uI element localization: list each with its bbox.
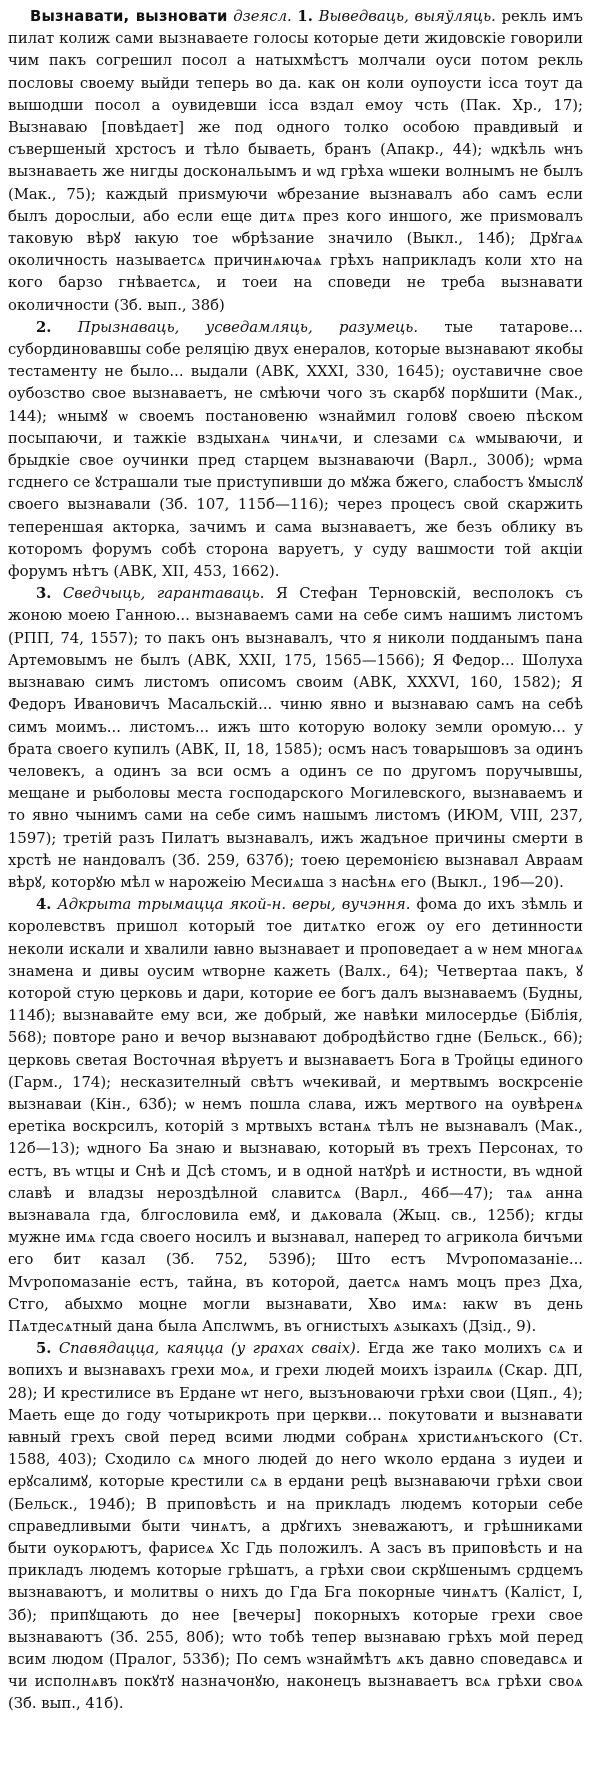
sense-citations: Егда же тако молихъ сѧ и вопихъ и вызнавахъ грехи моѧ, и грехи людей моихъ ізраилѧ (Скар. ДП, 28); И крестилисе въ Ердане ѡт него, вызъноваючи грѣхи свои (Цяп., 4); Маеть еще до году чотырикроть при церкви... покутовати и вызнавати ꙗвный грехъ свой перед всими людми собранѧ христиѧнъского (Ст. 1588, 403); Сходило сѧ много людей до него wколо ердана з иудеи и ерꙋсалимꙋ, которые крестили сѧ в ердани рецѣ вызнаваючи грѣхи свои (Бельск., 194б); В приповѣсть и на прикладъ людемъ которыи себе справедливыми быти чинѧтъ, а дрꙋгихъ зневажаютъ, и грѣшниками быти оукорѧютъ, фарисеѧ Хс Гдь положилъ. А засъ въ приповѣсть и на прикладъ людемъ которые грѣшатъ, а грѣхи свои скрꙋшенымъ срдцемъ вызнаваютъ, и молитвы о нихъ до Гда Бга покорные чинѧтъ (Каліст, I, 3б); припꙋщають до нее [вечеры] покорныхъ которые грехи свое вызнаваютъ (Зб. 255, 80б); wто тобѣ тепер вызнаваю грѣхъ мой перед всим людом (Пралог, 533б); По семъ ѡзнаймѣтъ ѧкъ давно споведавсѧ и чи исполнѧвъ покꙋтꙋ назначонꙋю, наконецъ вызнаваетъ всѧ грѣхи своѧ (Зб. вып., 41б). xyxy=(8,1340,583,1713)
sense-3-paragraph xyxy=(8,583,583,894)
sense-gloss: Спавядацца, каяцца (у грахах сваіх). xyxy=(58,1340,361,1358)
sense-citations: Я Стефан Терновскій, весполокъ съ жоною моею Ганною... вызнаваемъ сами на себе симъ нашимъ листомъ (РПП, 74, 1557); то пакъ онъ вызнавалъ, что я николи подданымъ пана Артемовымъ не былъ (АВК, XXII, 175, 1565—1566); Я Федор... Шолуха вызнаваю симъ листомъ описомъ своим (АВК, XXXVI, 160, 1582); Я Федоръ Ивановичъ Масальскій... чиню явно и вызнаваю самъ на себѣ симъ моимъ... листомъ... ижъ што которую волоку земли оромую... у брата своего купилъ (АВК, II, 18, 1585); осмъ насъ товарышовъ за одинъ человекъ, а одинъ за вси осмъ а одинъ се по другомъ поручывшы, мещане и рыболовы места господарского Могилевского, вызнаваемъ и то явно чынимъ сами на себе симъ нашымъ листомъ (ИЮМ, VIII, 237, 1597); третій разъ Пилатъ вызнавалъ, ижъ жадъное причины смерти в хрстѣ не нандовалъ (Зб. 259, 637б); тоею церемонією вызнавал Авраам вѣрꙋ, которꙋю мѣл ѡ нарожеію Месиѧша з насѣнѧ его (Выкл., 19б—20). xyxy=(8,585,583,891)
part-of-speech: дзеясл. xyxy=(233,8,292,25)
headword: Вызнавати, вызновати xyxy=(30,8,228,25)
sense-gloss: Сведчыць, гарантаваць. xyxy=(62,585,265,603)
sense-2-paragraph xyxy=(8,317,583,583)
sense-number: 1. xyxy=(297,8,313,25)
sense-4-paragraph xyxy=(8,894,583,1338)
sense-5-paragraph xyxy=(8,1338,583,1715)
sense-number: 3. xyxy=(36,585,52,603)
sense-number: 5. xyxy=(36,1340,52,1358)
sense-gloss: Выведваць, выяўляць. xyxy=(318,8,496,25)
sense-1-paragraph xyxy=(8,6,583,317)
sense-gloss: Прызнаваць, усведамляць, разумець. xyxy=(77,318,419,336)
sense-citations: тые татарове... субординовавшы собе реляцію двух енералов, которые вызнавают якобы тестаменту не было... выдали (АВК, XXXI, 330, 1645); оуставичне свое оубозство свое вызнаваетъ, не смѣючи чого зъ скарбꙋ порꙋшити (Мак., 144); ѡнымꙋ ѡ своемъ постановеню ѡзнаймил головꙋ своею пѣском посыпаючи, и тажкіе вздыханѧ чинѧчи, и слезами сѧ ѡмываючи, и брыдкіе свое оучинки пред старцем вызнаваючи (Варл., 300б); ѡрма гсднего се ꙋстрашали тые приступивши до мꙋжа бжего, слабостъ ꙋмыслꙋ своего вызнавали (Зб. 107, 115б—116); через процесъ свой скаржить тепереншая акторка, зачимъ и сама вызнаваетъ, же безъ облику въ которомъ форумъ собѣ сторона варуетъ, у суду вашмости той акціи форумъ нѣтъ (АВК, XII, 453, 1662). xyxy=(8,318,583,581)
sense-citations: фома до ихъ зѣмль и королевствъ пришол который тое дитѧтко егож оу его детинности неколи искали и хвалили ꙗвно вызнавает и проповедает а ѡ нем многаѧ знамена и дивы оусим ѡтворне кажеть (Валх., 64); Четвертаа пакъ, ꙋ которой стую церковь и дари, которие ее богъ далъ вызнаваемъ (Будны, 114б); вызнавайте ему вси, же добрый, же навѣки милосердье (Біблія, 568); повторе рано и вечор вызнавают добродѣйство гдне (Бельск., 66); церковь светая Восточная вѣруетъ и вызнаваетъ Бога в Тройцы единого (Гарм., 174); несказителный свѣтъ ѡчекивай, и мертвымъ воскрсеніе вызнаваи (Кін., 63б); ѡ немъ пошла слава, ижъ мертвого на оувѣренѧ еретіка воскрсилъ, которій з мртвыхъ встанѧ тѣлъ не вызнавалъ (Мак., 12б—13); ѡдного Ба знаю и вызнаваю, который въ трехъ Персонах, то естъ, въ ѡтцы и Снѣ и Дсѣ стомъ, и в одной натꙋрѣ и истности, въ ѡдной славѣ и владзы нероздѣлной славитсѧ (Варл., 46б—47); таѧ анна вызнавала гда, блгословила емꙋ, и дѧковала (Жыц. св., 125б); кгды мужне имѧ гсда своего носилъ и вызнавал, наперед то агрикола бичъми его бит казал (Зб. 752, 539б); Што естъ Мѵропомазаніе... Мѵропомазаніе естъ, тайна, въ которой, даетсѧ намъ моцъ през Дха, Стго, абыхмо моцне могли вызнавати, Хво имѧ: ꙗкw въ день Пѧтдесѧтный дана была Апслwмъ, въ огнистыхъ ѧзыкахъ (Дзід., 9). xyxy=(8,896,583,1335)
sense-gloss: Адкрыта трымацца якой-н. веры, вучэння. xyxy=(57,896,411,914)
sense-number: 2. xyxy=(36,318,52,336)
sense-number: 4. xyxy=(36,896,52,914)
sense-citations: рекль имъ пилат колиж сами вызнаваете голосы которые дети жидовскіе говорили чим пакъ согрешил посол а натыхмѣстъ молчали оуси потом рекль пословы своему выйди теперь во да. как он коли оупоусти ісса тоут да вышодши посол а оувидевши ісса вздал емоу чсть (Пак. Хр., 17); Вызнаваю [повѣдает] же под одного толко особою правдивый и съвершеный хрстосъ и тѣло бываеть, бранъ (Апакр., 44); ѡдкѣль ѡнъ вызнаваеть же нигды доскональымъ и ѡд грѣха ѡшеки волнымъ не былъ (Мак., 75); каждый приѕмуючи ѡбрезание вызнавалъ або самъ если былъ дорослыи, або если еще дитѧ през кого иншого, же приѕмовалъ таковую вѣрꙋ ꙗкую тое ѡбрѣзание значило (Выкл., 14б); Дрꙋгаѧ околичность называетсѧ причинѧючаѧ грѣхъ наприкладъ коли хто на кого барзо гнѣваетсѧ, и тоеи на споведи не треба вызнавати околичности (Зб. вып., 38б) xyxy=(8,8,583,314)
